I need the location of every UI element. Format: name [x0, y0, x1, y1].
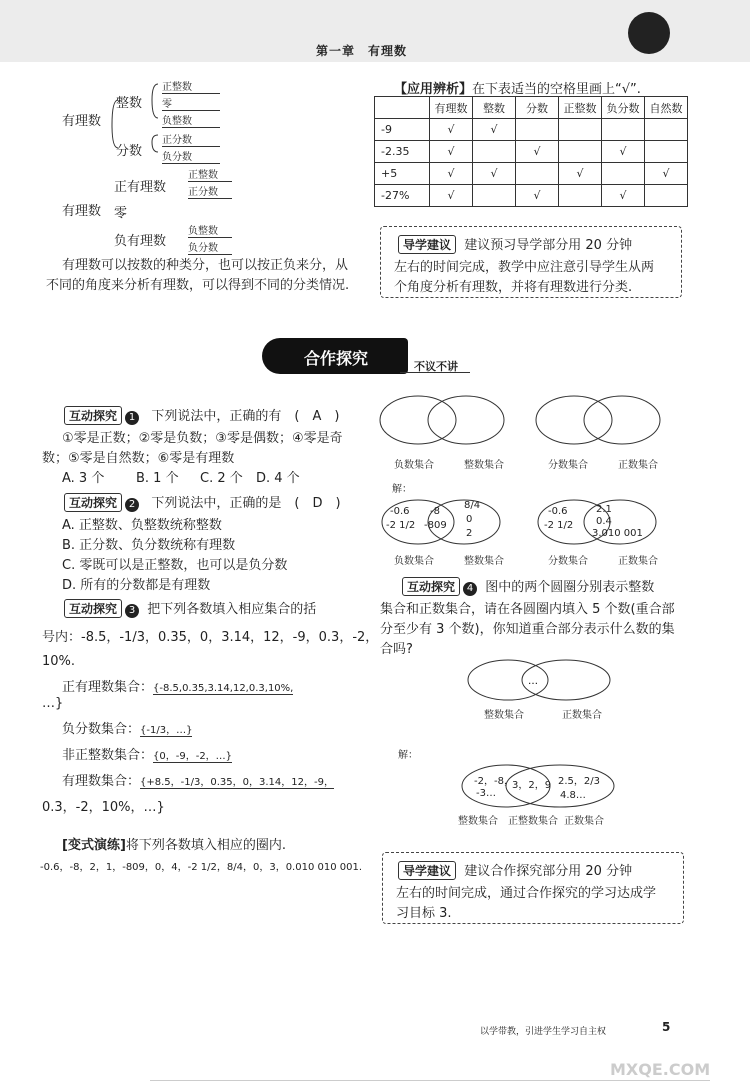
ex2-opt: C. 零既可以是正整数，也可以是负分数 [62, 558, 288, 573]
ex3-head: 互动探究 3 把下列各数填入相应集合的括 [64, 598, 316, 618]
table-header-cell: 整数 [473, 97, 516, 119]
guide2-line0: 导学建议 建议合作探究部分用 20 分钟 [398, 860, 632, 880]
table-row [375, 163, 688, 185]
table-cell: +5 [375, 163, 430, 185]
venn-label: 整数集合 [458, 816, 498, 827]
venn-label: 分数集合 [548, 556, 588, 567]
venn-num: 3，2，9 [512, 780, 552, 791]
set-row: 非正整数集合：{0，-9，-2，…} [62, 748, 233, 763]
table-header-cell [375, 97, 430, 119]
mascot-icon [628, 12, 670, 54]
tree2-leaf: 正整数 [188, 166, 232, 182]
venn-num: -8 [430, 506, 440, 517]
set-row: 负分数集合：{-1/3，…} [62, 722, 193, 737]
table-cell: √ [430, 185, 473, 207]
venn-label: 负数集合 [394, 460, 434, 471]
table-cell [516, 163, 559, 185]
set-cont: …} [42, 696, 64, 711]
para1-line: 不同的角度来分析有理数，可以得到不同的分类情况. [46, 278, 350, 293]
venn-num: -2 1/2 [544, 520, 574, 531]
ex1-line: 数；⑤零是自然数；⑥零是有理数 [42, 451, 235, 466]
tree1-integer: 整数 [116, 96, 143, 111]
set-cont: 0.3，-2，10%，…} [42, 800, 165, 815]
table-header-cell: 负分数 [602, 97, 645, 119]
guide1-line1: 左右的时间完成，教学中应注意引导学生从两 [394, 260, 655, 275]
table-cell: √ [516, 185, 559, 207]
tree1-leaf: 负整数 [162, 112, 220, 128]
venn-num: -809 [424, 520, 447, 531]
table-cell [516, 119, 559, 141]
ex3-line: 号内：-8.5，-1/3，0.35，0，3.14，12，-9，0.3，-2， [42, 630, 379, 645]
table-cell [645, 141, 688, 163]
table-row [375, 119, 688, 141]
ex2-opt: B. 正分数、负分数统称有理数 [62, 538, 236, 553]
guide1-line0: 导学建议 建议预习导学部分用 20 分钟 [398, 234, 632, 254]
venn-label: 整数集合 [484, 710, 524, 721]
table-cell: √ [516, 141, 559, 163]
table-cell: √ [430, 119, 473, 141]
table-cell: √ [473, 163, 516, 185]
venn-solution [378, 494, 678, 550]
venn-num: -2，-8， [474, 776, 514, 787]
table-row [375, 141, 688, 163]
divider [400, 372, 470, 373]
venn-num: 0.4 [596, 516, 612, 527]
tree1-leaf: 正分数 [162, 131, 220, 147]
venn-num: 0 [466, 514, 473, 525]
table-cell: √ [645, 163, 688, 185]
footer-slogan: 以学带教，引进学生学习自主权 [480, 1027, 607, 1037]
venn-num: -3… [476, 788, 496, 799]
sol-label: 解： [392, 484, 412, 495]
guide1-line2: 个角度分析有理数，并将有理数进行分类. [394, 280, 633, 295]
table-row [375, 185, 688, 207]
guide2-line2: 习目标 3. [396, 906, 452, 921]
tree2-leaf: 正分数 [188, 183, 232, 199]
sol-label: 解： [398, 750, 418, 761]
analysis-table [374, 96, 688, 207]
venn-num: -2 1/2 [386, 520, 416, 531]
table-header-cell: 正整数 [559, 97, 602, 119]
tree2-leaf: 负分数 [188, 239, 232, 255]
venn-label: 正数集合 [618, 556, 658, 567]
venn-num: 2 [466, 528, 473, 539]
venn-top [378, 390, 678, 450]
ex4-venn [466, 656, 616, 706]
tree1-root: 有理数 [62, 114, 102, 129]
ex1-opt: D. 4 个 [256, 471, 300, 486]
table-cell [559, 141, 602, 163]
tree1-leaf: 负分数 [162, 148, 220, 164]
ex1-opt: B. 1 个 [136, 471, 179, 486]
tree2-neg: 负有理数 [114, 234, 167, 249]
section-sub: 不议不讲 [414, 360, 458, 373]
table-cell [602, 119, 645, 141]
ex3-line: 10%. [42, 654, 76, 669]
para1-line: 有理数可以按数的种类分，也可以按正负来分，从 [62, 258, 349, 273]
venn-label: 正整数集合 [508, 816, 558, 827]
venn-label: 正数集合 [618, 460, 658, 471]
tree1-brackets [100, 80, 165, 165]
table-cell: √ [430, 141, 473, 163]
table-cell: √ [602, 141, 645, 163]
set-row: 有理数集合：{+8.5，-1/3，0.35，0，3.14，12，-9， [62, 774, 334, 789]
ex1-opt: A. 3 个 [62, 471, 105, 486]
analysis-heading: 【应用辨析】在下表适当的空格里画上“√”. [394, 82, 641, 97]
venn-label: 正数集合 [564, 816, 604, 827]
table-cell: √ [473, 119, 516, 141]
tree2-zero: 零 [114, 206, 128, 221]
venn-label: 负数集合 [394, 556, 434, 567]
venn-label: 整数集合 [464, 460, 504, 471]
tree1-fraction: 分数 [116, 144, 143, 159]
table-header-cell: 有理数 [430, 97, 473, 119]
tree2-root: 有理数 [62, 204, 102, 219]
table-header-cell: 自然数 [645, 97, 688, 119]
chapter-title: 第一章 有理数 [316, 44, 408, 58]
venn-num: 2.1 [596, 504, 612, 515]
svg-text:…: … [528, 676, 538, 687]
table-cell: -9 [375, 119, 430, 141]
guide2-line1: 左右的时间完成，通过合作探究的学习达成学 [396, 886, 657, 901]
table-cell [602, 163, 645, 185]
venn-num: 2.5，2/3 [558, 776, 600, 787]
ex1-head: 互动探究 1 下列说法中，正确的有 ( A ) [64, 405, 339, 425]
table-header-cell: 分数 [516, 97, 559, 119]
table-cell [559, 119, 602, 141]
table-cell [645, 185, 688, 207]
divider [150, 1080, 710, 1081]
venn-label: 整数集合 [464, 556, 504, 567]
table-cell: -2.35 [375, 141, 430, 163]
set-row: 正有理数集合：{-8.5,0.35,3.14,12,0.3,10%, [62, 680, 294, 695]
ex2-opt: A. 正整数、负整数统称整数 [62, 518, 222, 533]
ex2-head: 互动探究 2 下列说法中，正确的是 ( D ) [64, 492, 341, 512]
table-cell [645, 119, 688, 141]
ex1-opt: C. 2 个 [200, 471, 243, 486]
ex4-line: 分至少有 3 个数)，你知道重合部分表示什么数的集 [380, 622, 675, 637]
table-cell: √ [602, 185, 645, 207]
page-number: 5 [662, 1020, 671, 1034]
venn-label: 正数集合 [562, 710, 602, 721]
venn-num: -0.6 [390, 506, 410, 517]
tree1-leaf: 零 [162, 95, 220, 111]
table-row [375, 97, 688, 119]
ex1-line: ①零是正数；②零是负数；③零是偶数；④零是奇 [62, 431, 343, 446]
ex4-line: 合吗? [380, 642, 413, 657]
tree2-leaf: 负整数 [188, 222, 232, 238]
venn-num: 3.010 001 [592, 528, 643, 539]
tree1-leaf: 正整数 [162, 78, 220, 94]
table-cell: √ [559, 163, 602, 185]
tree2-pos: 正有理数 [114, 180, 167, 195]
table-cell [473, 185, 516, 207]
venn-num: 4.8… [560, 790, 586, 801]
table-cell [559, 185, 602, 207]
table-cell: -27% [375, 185, 430, 207]
ex4-head: 互动探究 4 图中的两个圆圈分别表示整数 [402, 576, 654, 596]
table-cell: √ [430, 163, 473, 185]
venn-num: -0.6 [548, 506, 568, 517]
section-title: 合作探究 [304, 349, 369, 368]
table-cell [473, 141, 516, 163]
ex4-line: 集合和正数集合，请在各圆圈内填入 5 个数(重合部 [380, 602, 675, 617]
drill-head: [变式演练]将下列各数填入相应的圈内. [62, 838, 287, 853]
watermark: MXQE.COM [610, 1060, 711, 1079]
drill-nums: -0.6，-8，2，1，-809，0，4，-2 1/2，8/4，0，3，0.010 010 001. [40, 862, 363, 873]
venn-label: 分数集合 [548, 460, 588, 471]
ex2-opt: D. 所有的分数都是有理数 [62, 578, 211, 593]
venn-num: 8/4 [464, 500, 481, 511]
